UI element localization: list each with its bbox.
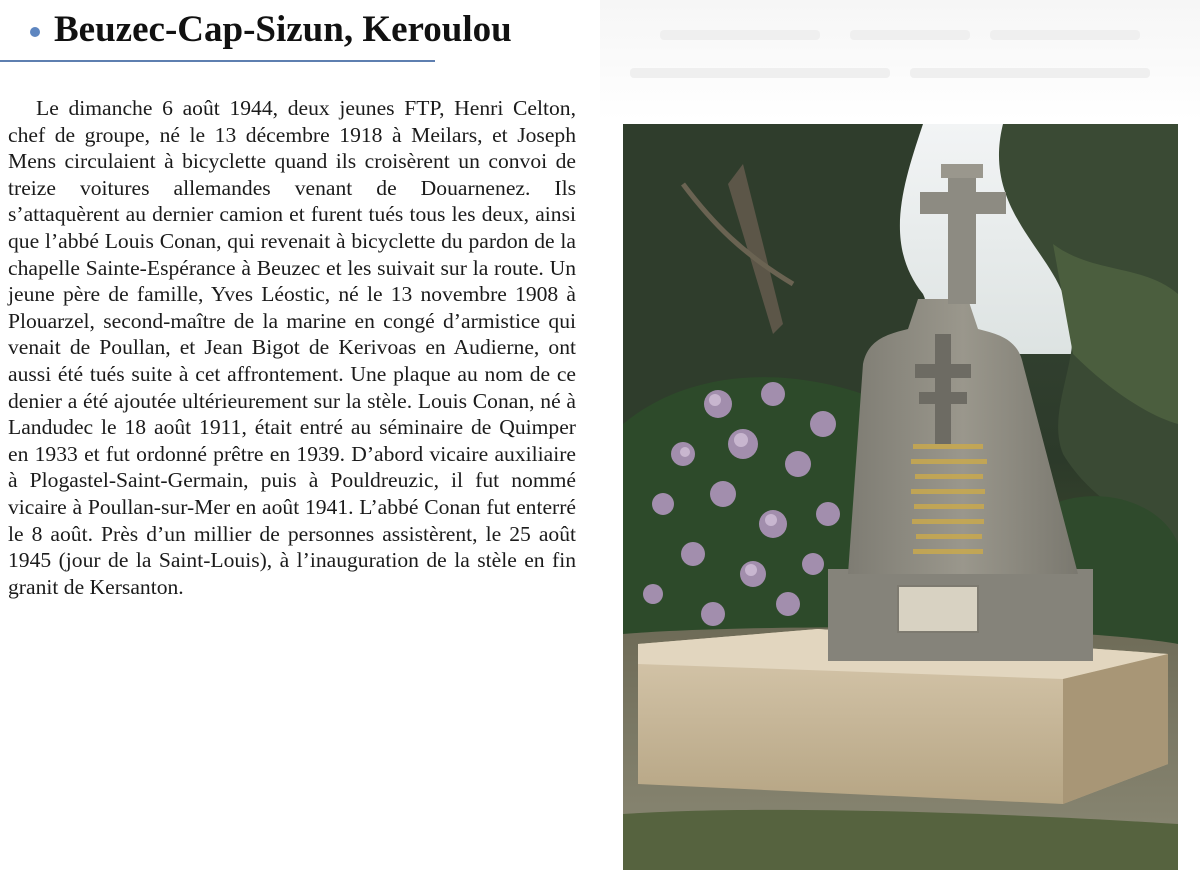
bleed-through-line bbox=[850, 30, 970, 40]
carved-cross-bar bbox=[915, 364, 971, 378]
page-title bbox=[30, 8, 512, 51]
page-title-text: Beuzec-Cap-Sizun, Keroulou bbox=[54, 9, 512, 50]
bleed-through-background bbox=[600, 0, 1200, 120]
bleed-through-line bbox=[660, 30, 820, 40]
memorial-stele-image bbox=[623, 124, 1178, 870]
memorial-plaque bbox=[898, 586, 978, 632]
top-cross-arm bbox=[920, 192, 1006, 214]
carved-cross-bar bbox=[919, 392, 967, 404]
bullet-icon bbox=[30, 27, 40, 37]
bleed-through-line bbox=[630, 68, 890, 78]
bleed-through-line bbox=[990, 30, 1140, 40]
top-cross-cap bbox=[941, 164, 983, 178]
title-underline bbox=[0, 60, 435, 62]
article-body bbox=[8, 95, 576, 600]
article-paragraph: Le dimanche 6 août 1944, deux jeunes FTP, Henri Celton, chef de groupe, né le 13 décembre 1918 à Meilars, et Joseph Mens circulaient à bicyclette quand ils croisèrent un convoi de treize voitures allemandes venant de Douarnenez. Ils s’attaquèrent au dernier camion et furent tués tous les deux, ainsi que l’abbé Louis Conan, qui revenait à bicyclette du pardon de la chapelle Sainte-Espérance à Beuzec et les suivait sur la route. Un jeune père de famille, Yves Léostic, né le 13 novembre 1908 à Plouarzel, second-maître de la marine en congé d’armistice qui venait de Poullan, et Jean Bigot de Kerivoas en Audierne, ont aussi été tués suite à cet affrontement. Une plaque au nom de ce denier a été ajoutée ultérieurement sur la stèle. Louis Conan, né à Landudec le 18 août 1911, était entré au séminaire de Quimper en 1933 et fut ordonné prêtre en 1939. D’abord vicaire auxiliaire à Plogastel-Saint-Germain, puis à Pouldreuzic, il fut nommé vicaire à Poullan-sur-Mer en août 1941. L’abbé Conan fut enterré le 8 août. Près d’un millier de personnes assistèrent, le 25 août 1945 (jour de la Saint-Louis), à l’inauguration de la stèle en fin granit de Kersanton. bbox=[8, 96, 576, 599]
top-cross-stem bbox=[948, 164, 976, 304]
memorial-photo bbox=[623, 124, 1178, 870]
bleed-through-line bbox=[910, 68, 1150, 78]
carved-cross bbox=[935, 334, 951, 444]
